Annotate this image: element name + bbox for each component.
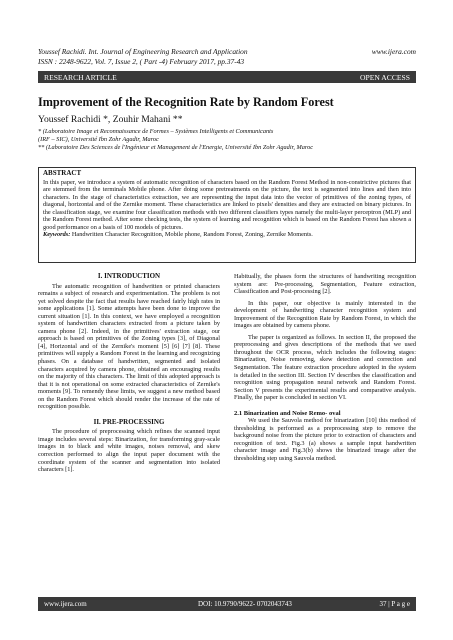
journal-header: [38, 47, 416, 66]
issn-line: ISSN : 2248-9622, Vol. 7, Issue 2, ( Part -4) February 2017, pp.37-43: [38, 56, 245, 66]
body-paragraph: In this paper, our objective is mainly interested in the development of handwriting character recognition system and Improvement of the Recognition Rate by Random Forest, in which the images are obtained by camera phone.: [234, 299, 416, 330]
body-paragraph: The paper is organized as follows. In section II, the proposed the preprocessing and gives descriptions of the methods that we used throughout the OCR process, which includes the following stages: Binarization, Noise removing, skew detection and correction and Segmentation. The feature extraction procedure adopted in the system is detailed in the section III. Section IV describes the classification and recognition using propagation neural network and Random Forest. Section V presents the experimental results and comparative analysis. Finally, the paper is concluded in section VI.: [234, 333, 416, 402]
affiliation-line: * (Laboratoire Image et Reconnaissance de Formes – Systèmes Intelligents et Communicants: [38, 128, 274, 135]
footer-doi[interactable]: DOI: 10.9790/9622- 0702043743: [198, 600, 292, 608]
body-paragraph: Habitually, the phases form the structures of handwriting recognition system are: Pre-processing, Segmentation, Feature extraction, Classification and Post-processing [2].: [234, 273, 416, 296]
affiliation-line: ** (Laboratoire Des Sciences de l'Ingénieur et Management de l'Energie, Université Ibn Zohr Agadir, Maroc: [38, 143, 314, 151]
footer-website[interactable]: www.ijera.com: [44, 600, 87, 608]
affiliations: [38, 128, 416, 151]
journal-website[interactable]: www.ijera.com: [371, 47, 416, 56]
body-paragraph: We used the Sauvola method for binarization [10] this method of thresholding is performed as a preprocessing step to remove the background noise from the picture prior to extraction of characters and recognition of text. Fig.3 (a) shows a sample input handwritten character image and Fig.3(b) shows the binarized image after the thresholding step using Sauvola method.: [234, 417, 416, 463]
paper-title: Improvement of the Recognition Rate by Random Forest: [38, 95, 334, 109]
binarization-subheading: 2.1 Binarization and Noise Remo- oval: [234, 409, 341, 417]
paper-authors: Youssef Rachidi *, Zouhir Mahani **: [38, 114, 183, 125]
left-column: [38, 273, 220, 478]
abstract-heading: ABSTRACT: [43, 169, 82, 177]
article-type-banner: [38, 71, 416, 83]
research-article-label: RESEARCH ARTICLE: [44, 72, 117, 82]
page-footer: [38, 597, 416, 611]
right-column: [234, 273, 416, 467]
keywords-line: [43, 231, 411, 239]
keywords-label: Keywords:: [43, 231, 71, 238]
introduction-heading: I. INTRODUCTION: [97, 272, 161, 280]
preprocessing-paragraph: The procedure of preprocessing which refines the scanned input image includes several steps: Binarization, for transforming gray-scale images in to black and white images, noises removal, and skew correction performed to align the input paper document with the coordinate system of the scanner and segmentation into isolated characters [1].: [38, 428, 220, 474]
open-access-label: OPEN ACCESS: [359, 72, 410, 82]
journal-citation: Youssef Rachidi. Int. Journal of Engineering Research and Application: [38, 47, 248, 56]
preprocessing-heading: II. PRE-PROCESSING: [93, 417, 165, 426]
page-number: 37 | P a g e: [379, 600, 410, 608]
keywords-text: Handwritten Character Recognition, Mobile phone, Random Forest, Zoning, Zernike Moments.: [70, 231, 313, 238]
affiliation-line: (IRF – SIC), Université Ibn Zohr Agadir, Maroc: [38, 135, 159, 143]
abstract-box: [38, 167, 416, 263]
introduction-paragraph: The automatic recognition of handwritten or printed characters remains a subject of research and experimentation. The problem is not yet solved despite the fact that results have reached fairly high rates in some applications [1]. Some attempts have been done to improve the current situation [1]. In this context, we have employed a recognition system of handwritten characters extracted from a picture taken by camera phone [2]. Indeed, in the primitives' extraction stage, our approach is based on primitives of the Zoning types [3], of Diagonal [4], Horizontal and of the Zernike's moment [5] [6] [7] [8]. These primitives will supply a Random Forest in the learning and recognizing phases. On a database of handwritten, segmented and isolated characters acquired by camera phone, obtained an encouraging results on the majority of this characters. The limit of this adopted approach is that it is not operational on some extracted characteristics of Zernike's moments [9]. To remendy these limits, we suggest a new method based on the Random Forest which should render the increase of the rate of recognition possible.: [38, 282, 220, 411]
abstract-text: In this paper, we introduce a system of automatic recognition of characters based on the Random Forest Method in non-constrictive pictures that are stemmed from the terminals Mobile phone. After doing some pretreatments on the picture, the text is segmented into lines and then into characters. In the stage of characteristics extraction, we are representing the input data into the vector of primitives of the zoning types, of diagonal, horizontal and of the Zernike moment. These characteristics are linked to pixels' densities and they are extracted on binary pictures. In the classification stage, we examine four classification methods with two different classifiers types namely the multi-layer perceptron (MLP) and the Random Forest method. After some checking tests, the system of learning and recognition which is based on the Random Forest has shown a good performance on a basis of 100 models of pictures.: [43, 178, 411, 231]
